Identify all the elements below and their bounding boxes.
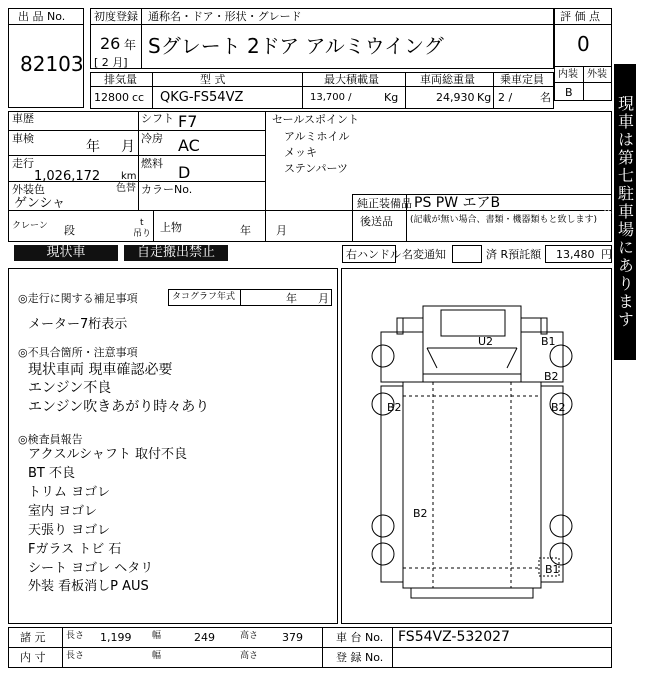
ext-color-label: 外装色 <box>12 183 45 196</box>
score-label: 評 価 点 <box>560 10 600 23</box>
mileage-unit: km <box>121 171 137 182</box>
cargo-body <box>403 382 541 588</box>
defects-title: ◎不具合箇所・注意事項 <box>18 346 138 359</box>
cap-label: 乗車定員 <box>500 73 544 86</box>
tacho-label: タコグラフ年式 <box>172 292 236 302</box>
inspector-item: 天張り ヨゴレ <box>28 523 111 538</box>
wheel-rear2-left <box>372 543 394 565</box>
inspector-title: ◎検査員報告 <box>18 433 83 446</box>
damage-mark: B2 <box>413 507 428 520</box>
weight-label: 車両総重量 <box>420 73 475 86</box>
damage-mark: B2 <box>544 370 559 383</box>
recycle-unit: 円 <box>601 248 612 261</box>
name-change-box <box>452 245 482 263</box>
chassis-value: FS54VZ-532027 <box>398 629 510 645</box>
ac-value: AC <box>178 136 200 155</box>
history-label: 車歴 <box>12 112 34 125</box>
exterior-label: 外装 <box>587 69 607 80</box>
cap-value: 2 / <box>498 91 513 104</box>
crane-label: クレーン <box>12 221 48 231</box>
mileage-note: メーター7桁表示 <box>28 317 128 332</box>
vehicle-name: Sグレート 2ドア アルミウイング <box>148 34 444 58</box>
wheel-front-right <box>550 345 572 367</box>
crane-t: t <box>140 218 144 228</box>
damage-mark: U2 <box>478 335 494 348</box>
banner-text: 現車は第七駐車場にあります <box>615 95 635 329</box>
fuel-label: 燃料 <box>141 157 163 170</box>
defect-item: 現状車両 現車確認必要 <box>28 362 173 378</box>
chassis-label: 車 台 No. <box>336 631 384 644</box>
disp-value: 12800 <box>94 91 129 104</box>
banner-arrow-bottom: ◇ <box>602 205 614 219</box>
upper-label: 上物 <box>160 221 182 234</box>
lot-label: 出 品 No. <box>18 10 66 23</box>
load-unit: Kg <box>384 91 399 104</box>
wheel-rear-left <box>372 515 394 537</box>
damage-mark: B1 <box>545 563 560 576</box>
reg-month: [ 2 月] <box>94 56 128 69</box>
score-value: 0 <box>577 32 590 56</box>
crane-unit: 段 <box>64 224 75 237</box>
inspection-label: 車検 <box>12 132 34 145</box>
damage-mark: B2 <box>551 401 566 414</box>
weight-unit: Kg <box>477 91 492 104</box>
reg-year-unit: 年 <box>124 38 137 52</box>
shift-value: F7 <box>178 112 198 131</box>
wheel-rear-right <box>550 515 572 537</box>
upper-month: 月 <box>276 224 287 237</box>
height-value: 379 <box>282 631 303 644</box>
inspection-year-unit: 年 <box>86 139 100 155</box>
weight-value: 24,930 <box>436 91 475 104</box>
mileage-notes-title: ◎走行に関する補足事項 <box>18 292 138 305</box>
reg-no-label: 登 録 No. <box>336 651 384 664</box>
shift-label: シフト <box>141 112 174 125</box>
length-label: 長さ <box>66 631 85 641</box>
inspector-item: Fガラス トビ 石 <box>28 542 122 557</box>
inspector-item: BT 不良 <box>28 466 75 481</box>
mileage-value: 1,026,172 <box>34 169 101 184</box>
cab-outline <box>423 306 521 374</box>
status-current-vehicle: 現状車 <box>14 245 118 261</box>
damage-mark: B2 <box>387 401 402 414</box>
recycle-value: 13,480 <box>556 248 595 261</box>
disp-unit: cc <box>132 91 145 104</box>
upper-year: 年 <box>240 224 251 237</box>
banner-arrow-top: ◇ <box>636 205 648 219</box>
disp-label: 排気量 <box>104 73 137 86</box>
ext-color-value: ゲンシャ <box>14 196 66 211</box>
length-value: 1,199 <box>100 631 132 644</box>
recycle-label: 済 R預託額 <box>486 248 542 261</box>
status-no-self-drive: 自走搬出禁止 <box>124 245 228 261</box>
dims-label: 諸 元 <box>20 631 46 644</box>
width-value: 249 <box>194 631 215 644</box>
sales-points-label: セールスポイント <box>272 113 360 126</box>
retrofit-note: (記載が無い場合、書類・機器類もと致します) <box>410 215 598 225</box>
name-label: 通称名・ドア・形状・グレード <box>148 10 302 23</box>
inner-height-label: 高さ <box>240 651 259 661</box>
retrofit-label: 後送品 <box>360 215 393 228</box>
fuel-value: D <box>178 163 191 182</box>
crane-suspend: 吊り <box>133 229 152 239</box>
defect-item: エンジン不良 <box>28 380 112 396</box>
wheel-rear2-right <box>550 543 572 565</box>
equipment-label: 純正装備品 <box>357 197 412 210</box>
model-value: QKG-FS54VZ <box>160 90 244 105</box>
sales-point-3: ステンパーツ <box>284 162 349 175</box>
damage-mark: B1 <box>541 335 556 348</box>
equipment-value: PS PW エアB <box>414 195 501 211</box>
cab-roof <box>441 310 505 336</box>
color-change-label: 色替 <box>116 183 136 194</box>
width-label: 幅 <box>152 631 162 641</box>
inner-length-label: 長さ <box>66 651 85 661</box>
handle-value: 右ハンドル <box>346 248 401 261</box>
wheel-front-left <box>372 345 394 367</box>
side-banner <box>602 64 648 360</box>
interior-label: 内装 <box>558 69 578 80</box>
sales-point-2: メッキ <box>284 146 317 159</box>
height-label: 高さ <box>240 631 259 641</box>
defect-item: エンジン吹きあがり時々あり <box>28 399 210 415</box>
inspector-item: 室内 ヨゴレ <box>28 504 98 519</box>
inspector-item: 外装 看板消しP AUS <box>28 579 149 594</box>
inspector-item: トリム ヨゴレ <box>28 485 111 500</box>
mileage-label: 走行 <box>12 157 34 170</box>
tacho-month: 月 <box>318 292 329 305</box>
tacho-year: 年 <box>286 292 297 305</box>
inner-width-label: 幅 <box>152 651 162 661</box>
truck-diagram <box>341 268 612 624</box>
reg-year: 26 <box>100 34 121 53</box>
inspector-item: アクスルシャフト 取付不良 <box>28 447 188 462</box>
name-change-label: 名変通知 <box>402 248 446 261</box>
cap-unit: 名 <box>540 91 551 104</box>
cab-side-left <box>381 332 423 382</box>
inspector-item: シート ヨゴレ ヘタリ <box>28 561 154 576</box>
load-value: 13,700 / <box>310 92 352 103</box>
inner-label: 内 寸 <box>20 651 46 664</box>
reg-label: 初度登録 <box>94 10 138 23</box>
inspection-month-unit: 月 <box>121 139 135 155</box>
ac-label: 冷房 <box>141 132 163 145</box>
color-no-label: カラーNo. <box>141 183 193 196</box>
sales-point-1: アルミホイル <box>284 130 350 143</box>
interior-grade: B <box>565 86 573 99</box>
model-label: 型 式 <box>200 73 226 86</box>
lot-number: 82103 <box>20 52 84 76</box>
load-label: 最大積載量 <box>324 73 379 86</box>
